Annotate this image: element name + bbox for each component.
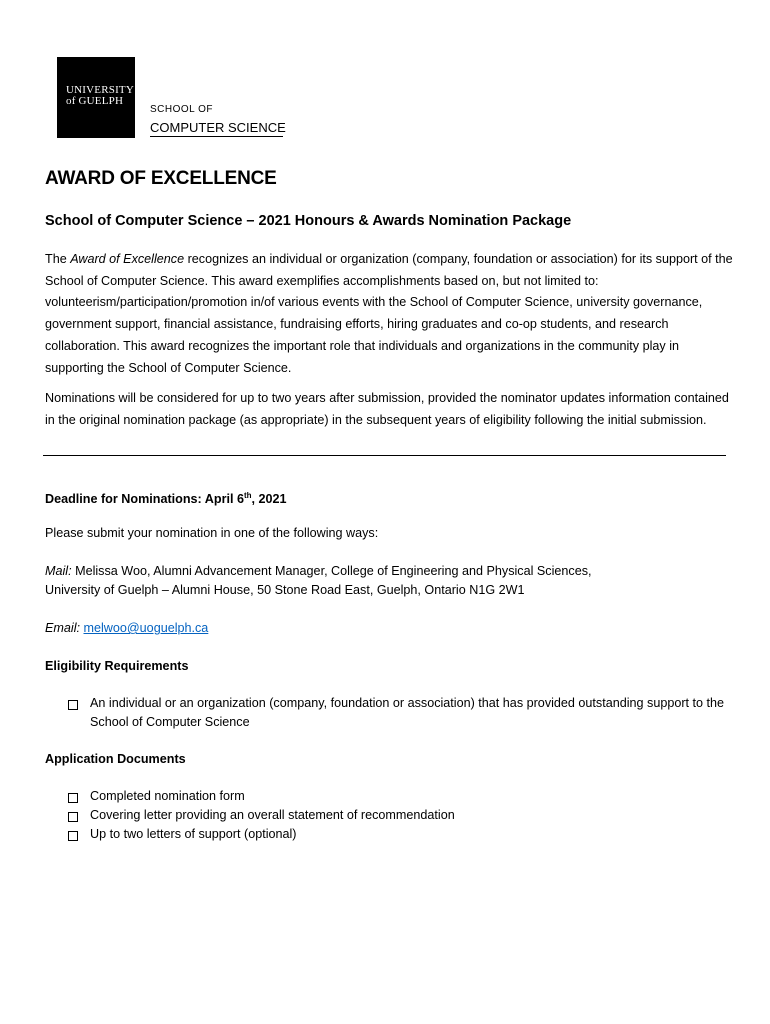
school-of-label: SCHOOL OF <box>150 104 214 115</box>
deadline-line <box>45 486 287 509</box>
email-link[interactable]: melwoo@uoguelph.ca <box>83 621 209 635</box>
mail-address-1: Melissa Woo, Alumni Advancement Manager, College of Engineering and Physical Sciences, <box>71 564 592 578</box>
mail-label: Mail: <box>45 564 72 578</box>
deadline-label: Deadline for Nominations <box>45 492 198 507</box>
documents-heading: Application Documents <box>45 752 186 766</box>
department-name: COMPUTER SCIENCE <box>150 120 286 135</box>
page-title: AWARD OF EXCELLENCE <box>45 168 277 189</box>
deadline-colon: : <box>197 492 205 507</box>
checkbox-icon <box>68 793 78 803</box>
university-logo <box>57 57 135 138</box>
intro-prefix: The <box>45 252 71 266</box>
eligibility-heading: Eligibility Requirements <box>45 659 189 673</box>
checkbox-icon <box>68 831 78 841</box>
document-item: Up to two letters of support (optional) <box>90 827 297 841</box>
document-item: Covering letter providing an overall statement of recommendation <box>90 808 455 822</box>
department-underline <box>150 136 283 137</box>
deadline-date: April 6 <box>204 492 244 507</box>
deadline-date-suffix: th <box>243 491 252 500</box>
mail-line-1 <box>45 562 592 581</box>
intro-paragraph <box>45 249 735 379</box>
deadline-year: , 2021 <box>251 492 287 507</box>
checkbox-icon <box>68 700 78 710</box>
intro-text: recognizes an individual or organization (company, foundation or association) for its support of the School of Computer Science. This award exemplifies accomplishments based on, but not limited to: volunteerism/participation/promotion in/of various events with the School of Computer Science, university governance, government support, financial assistance, fundraising efforts, hiring graduates and co-op students, and research collaboration. This award recognizes the important role that individuals and organizations in the community play in supporting the School of Computer Science. <box>45 252 733 375</box>
award-name: Award of Excellence <box>70 252 185 266</box>
eligibility-item: An individual or an organization (company, foundation or association) that has provided outstanding support to the School of Computer Science <box>90 696 725 729</box>
checkbox-icon <box>68 812 78 822</box>
email-label: Email: <box>45 621 80 635</box>
logo-text-guelph: of GUELPH <box>66 95 124 107</box>
page-subtitle: School of Computer Science – 2021 Honours & Awards Nomination Package <box>45 213 572 229</box>
logo-text-university: UNIVERSITY <box>66 84 134 96</box>
mail-address-2: University of Guelph – Alumni House, 50 Stone Road East, Guelph, Ontario N1G 2W1 <box>45 583 525 597</box>
submit-intro: Please submit your nomination in one of the following ways: <box>45 526 379 540</box>
nominations-note: Nominations will be considered for up to two years after submission, provided the nominator updates information contained in the original nomination package (as appropriate) in the subsequent years of eligibility following the initial submission. <box>45 391 729 427</box>
email-line <box>45 619 208 638</box>
section-divider <box>43 455 726 456</box>
document-item: Completed nomination form <box>90 789 245 803</box>
